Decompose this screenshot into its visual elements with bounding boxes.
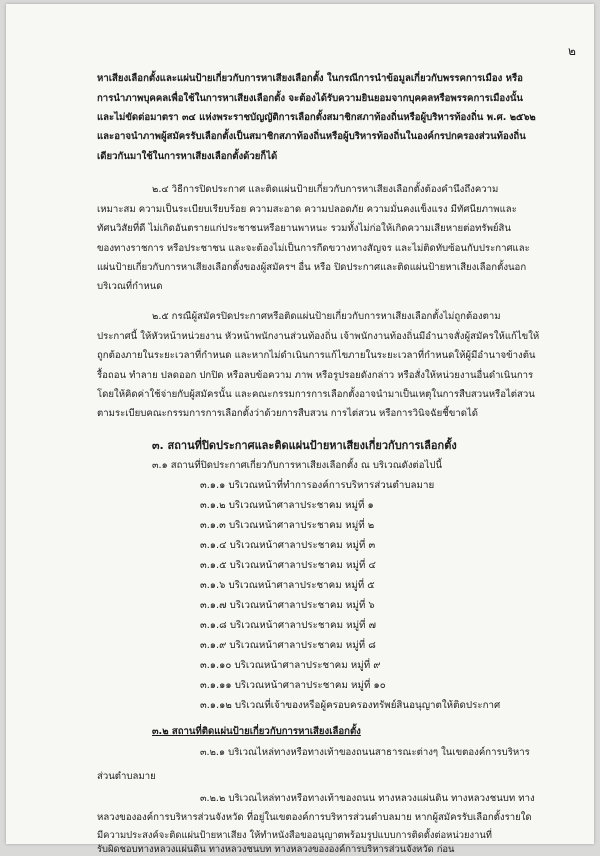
document-page bbox=[6, 4, 594, 855]
list-item: ๓.๑.๑ บริเวณหน้าที่ทำการองค์การบริหารส่วนตำบลมาย bbox=[200, 480, 435, 491]
list-item: ๓.๑.๙ บริเวณหน้าศาลาประชาคม หมู่ที่ ๘ bbox=[200, 640, 376, 651]
paragraph-2-4-line: แผ่นป้ายเกี่ยวกับการหาเสียงเลือกตั้งของผู้สมัครฯ อื่น หรือ ปิดประกาศและติดแผ่นป้ายหาเสียงเลือกตั้งนอก bbox=[97, 262, 527, 273]
item-3-2-1-line: ส่วนตำบลมาย bbox=[97, 771, 156, 782]
list-item: ๓.๑.๓ บริเวณหน้าศาลาประชาคม หมู่ที่ ๒ bbox=[200, 520, 375, 531]
paragraph-2-5-line: ๒.๕ กรณีผู้สมัครปิดประกาศหรือติดแผ่นป้ายเกี่ยวกับการหาเสียงเลือกตั้งไม่ถูกต้องตาม bbox=[152, 311, 501, 322]
paragraph-line: การนำภาพบุคคลเพื่อใช้ในการหาเสียงเลือกตั้ง จะต้องได้รับความยินยอมจากบุคคลหรือพรรคการเมืองนั้น bbox=[97, 93, 523, 104]
paragraph-2-5-line: โดยให้คิดค่าใช้จ่ายกับผู้สมัครนั้น และคณะกรรมการการเลือกตั้งอาจนำมาเป็นเหตุในการสืบสวนหรือไต่สวน bbox=[97, 389, 535, 400]
paragraph-2-4-line: ของทางราชการ หรือประชาชน และจะต้องไม่เป็นการกีดขวางทางสัญจร และไม่ติดทับซ้อนกับประกาศและ bbox=[97, 243, 530, 254]
list-item: ๓.๑.๕ บริเวณหน้าศาลาประชาคม หมู่ที่ ๔ bbox=[200, 560, 376, 571]
paragraph-2-4-line: ทัศนวิสัยที่ดี ไม่เกิดอันตรายแก่ประชาชนหรือยานพาหนะ รวมทั้งไม่ก่อให้เกิดความเสียหายต่อทรัพย์สิน bbox=[97, 223, 511, 234]
paragraph-2-5-line: ถูกต้องภายในระยะเวลาที่กำหนด และหากไม่ดำเนินการแก้ไขภายในระยะเวลาที่กำหนดให้ผู้มีอำนาจข้างต้น bbox=[97, 350, 536, 361]
paragraph-2-4-line: บริเวณที่กำหนด bbox=[97, 281, 163, 292]
list-item: ๓.๑.๑๑ บริเวณหน้าศาลาประชาคม หมู่ที่ ๑๐ bbox=[200, 680, 386, 691]
item-3-2-2-line: รับผิดชอบทางหลวงแผ่นดิน ทางหลวงชนบท ทางหลวงขององค์การบริหารส่วนจังหวัด ก่อน bbox=[97, 844, 455, 855]
paragraph-2-4-line: ๒.๔ วิธีการปิดประกาศ และติดแผ่นป้ายเกี่ยวกับการหาเสียงเลือกตั้งต้องคำนึงถึงความ bbox=[152, 184, 499, 195]
section-3-1-heading: ๓.๑ สถานที่ปิดประกาศเกี่ยวกับการหาเสียงเลือกตั้ง ณ บริเวณดังต่อไปนี้ bbox=[152, 460, 443, 471]
item-3-2-1-line: ๓.๒.๑ บริเวณไหล่ทางหรือทางเท้าของถนนสาธารณะต่างๆ ในเขตองค์การบริหาร bbox=[200, 747, 530, 758]
list-item: ๓.๑.๔ บริเวณหน้าศาลาประชาคม หมู่ที่ ๓ bbox=[200, 540, 376, 551]
page-number: ๒ bbox=[568, 44, 576, 58]
paragraph-line: เดียวกันมาใช้ในการหาเสียงเลือกตั้งด้วยก็ได้ bbox=[97, 151, 278, 162]
paragraph-2-5-line: ประกาศนี้ ให้หัวหน้าหน่วยงาน หัวหน้าพนักงานส่วนท้องถิ่น เจ้าพนักงานท้องถิ่นมีอำนาจสั่งผู้สมัครให้แก้ไขให้ bbox=[97, 331, 540, 342]
paragraph-line: หาเสียงเลือกตั้งและแผ่นป้ายเกี่ยวกับการหาเสียงเลือกตั้ง ในกรณีการนำข้อมูลเกี่ยวกับพรรคการเมือง หรือ bbox=[97, 73, 523, 84]
list-item: ๓.๑.๑๐ บริเวณหน้าศาลาประชาคม หมู่ที่ ๙ bbox=[200, 660, 381, 671]
list-item: ๓.๑.๑๒ บริเวณที่เจ้าของหรือผู้ครอบครองทรัพย์สินอนุญาตให้ติดประกาศ bbox=[200, 700, 501, 711]
item-3-2-2-line: มีความประสงค์จะติดแผ่นป้ายหาเสียง ให้ทำหนังสือขออนุญาตพร้อมรูปแบบการติดตั้งต่อหน่วยงานที่ bbox=[97, 830, 492, 841]
list-item: ๓.๑.๖ บริเวณหน้าศาลาประชาคม หมู่ที่ ๕ bbox=[200, 580, 375, 591]
paragraph-2-5-line: รื้อถอน ทำลาย ปลดออก ปกปิด หรือลบข้อความ ภาพ หรือรูปรอยดังกล่าว หรือสั่งให้หน่วยงานอื่นดำเนินการ bbox=[97, 370, 534, 381]
item-3-2-2-line: หลวงขององค์การบริหารส่วนจังหวัด ที่อยู่ในเขตองค์การบริหารส่วนตำบลมาย หากผู้สมัครรับเลือกตั้งรายใด bbox=[97, 812, 532, 823]
item-3-2-2-line: ๓.๒.๒ บริเวณไหล่ทางหรือทางเท้าของถนน ทางหลวงแผ่นดิน ทางหลวงชนบท ทาง bbox=[200, 793, 535, 804]
section-3-heading: ๓. สถานที่ปิดประกาศและติดแผ่นป้ายหาเสียงเกี่ยวกับการเลือกตั้ง bbox=[152, 439, 457, 452]
list-item: ๓.๑.๒ บริเวณหน้าศาลาประชาคม หมู่ที่ ๑ bbox=[200, 500, 374, 511]
paragraph-2-5-line: ตามระเบียบคณะกรรมการการเลือกตั้งว่าด้วยการสืบสวน การไต่สวน หรือการวินิจฉัยชี้ขาดได้ bbox=[97, 408, 479, 419]
paragraph-line: และอาจนำภาพผู้สมัครรับเลือกตั้งเป็นสมาชิกสภาท้องถิ่นหรือผู้บริหารท้องถิ่นในองค์กรปกครองส่วนท้องถิ่น bbox=[97, 131, 526, 142]
list-item: ๓.๑.๘ บริเวณหน้าศาลาประชาคม หมู่ที่ ๗ bbox=[200, 620, 376, 631]
paragraph-line: และไม่ขัดต่อมาตรา ๓๔ แห่งพระราชบัญญัติการเลือกตั้งสมาชิกสภาท้องถิ่นหรือผู้บริหารท้องถิ่น พ.ศ. ๒๕๖๒ bbox=[97, 112, 536, 123]
section-3-2-heading: ๓.๒ สถานที่ติดแผ่นป้ายเกี่ยวกับการหาเสียงเลือกตั้ง bbox=[152, 726, 361, 737]
paragraph-2-4-line: เหมาะสม ความเป็นระเบียบเรียบร้อย ความสะอาด ความปลอดภัย ความมั่นคงแข็งแรง มีทัศนียภาพและ bbox=[97, 204, 517, 215]
list-item: ๓.๑.๗ บริเวณหน้าศาลาประชาคม หมู่ที่ ๖ bbox=[200, 600, 375, 611]
